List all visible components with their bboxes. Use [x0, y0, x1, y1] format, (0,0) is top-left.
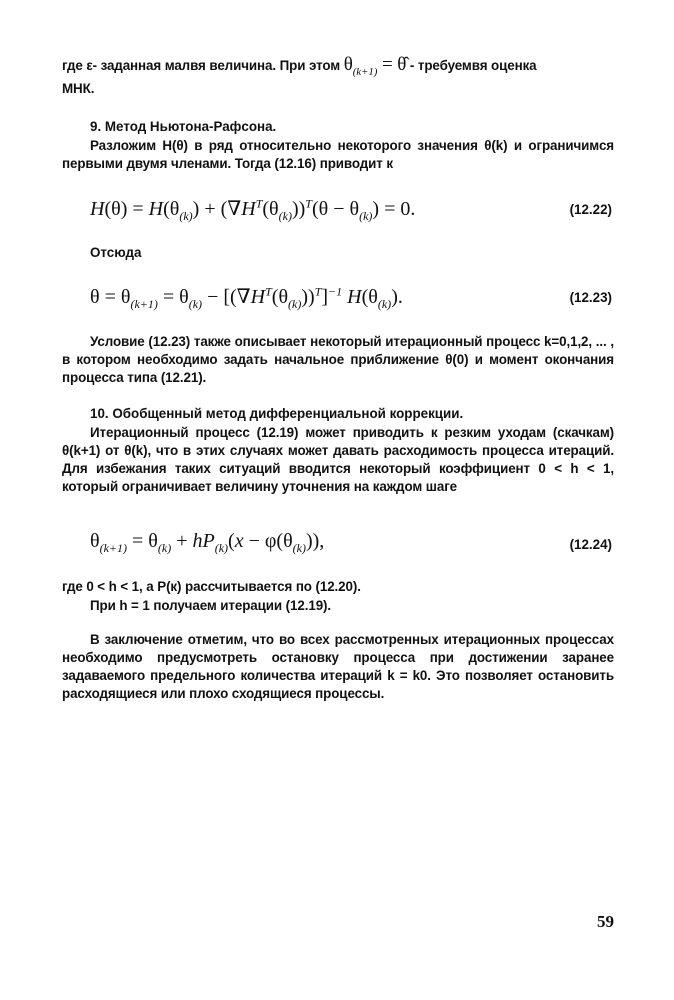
equation-12-24: $\theta_{(k+1)} = \theta_{(k)} + hP_{(k)}(x - \varphi(\theta_{(k)}))$, [90, 530, 325, 555]
equation-number-12-22: (12.22) [569, 202, 612, 217]
after-equation-line-2: При h = 1 получаем итерации (12.19). [90, 598, 332, 613]
page-number: 59 [597, 912, 614, 931]
equation-number-12-23: (12.23) [569, 290, 612, 305]
equation-12-22: $H(\theta) = H(\theta_{(k)}) + (\nabla H^T(\theta_{(k)}))^T(\theta - \theta_{(k)}) = 0$. [90, 196, 416, 223]
after-equation-line-1: где 0 < h < 1, а P(к) рассчитывается по (12.20). [62, 579, 361, 594]
intro-prefix: где ε- заданная малвя величина. При этом [62, 58, 341, 73]
intro-line [62, 56, 614, 81]
intro-suffix: - требуемвя оценка [409, 58, 537, 73]
equation-number-12-24: (12.24) [569, 537, 612, 552]
section-10-heading: 10. Обобщенный метод дифференциальной коррекции. [90, 406, 464, 421]
otsyuda-label: Отсюда [90, 245, 142, 260]
section-9-text-2: Условие (12.23) также описывает некоторый итерационный процесс k=0,1,2, ... , в котором необходимо задать начальное приближение θ(0) и момент окончания процесса типа (12.21). [62, 334, 614, 385]
conclusion-paragraph: В заключение отметим, что во всех рассмотренных итерационных процессах необходимо предусмотреть остановку процесса при достижении заранее задаваемого предельного количества итераций k = k0. Это позволяет остановить расходящиеся или плохо сходящиеся процессы. [62, 632, 614, 701]
section-9-heading: 9. Метод Ньютона-Рафсона. [90, 119, 277, 134]
equation-12-23: $\theta = \theta_{(k+1)} = \theta_{(k)} - [(\nabla H^T(\theta_{(k)}))^T]^{-1}$ $H(\theta_{(k)})$. [90, 284, 403, 311]
intro-line-2: МНК. [62, 81, 95, 96]
section-9-text: Разложим H(θ) в ряд относительно некоторого значения θ(k) и ограничимся первыми двумя членами. Тогда (12.16) приводит к [62, 138, 614, 171]
section-10-text: Итерационный процесс (12.19) может приводить к резким уходам (скачкам) θ(k+1) от θ(k), что в этих случаях может давать расходимость процесса итераций. Для избежания таких ситуаций вводится некоторый коэффициент 0 < h < 1, который ограничивает величину уточнения на каждом шаге [62, 425, 614, 494]
inline-formula-theta: $\theta_{(k+1)}$ = θ̂ [343, 54, 407, 78]
